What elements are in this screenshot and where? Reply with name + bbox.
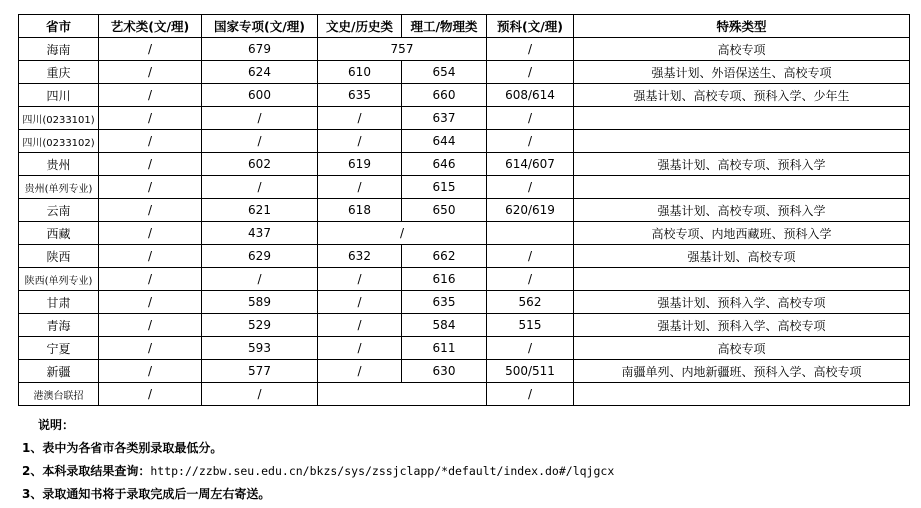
cell-national: / (202, 107, 318, 130)
cell-province: 西藏 (19, 222, 99, 245)
cell-special: 强基计划、外语保送生、高校专项 (574, 61, 910, 84)
table-row (19, 360, 910, 383)
header-province: 省市 (19, 15, 99, 38)
cell-liberal: 619 (318, 153, 402, 176)
cell-science: 660 (402, 84, 487, 107)
admission-query-link[interactable]: http://zzbw.seu.edu.cn/bkzs/sys/zssjclapp/*default/index.do#/lqjgcx (150, 464, 615, 478)
cell-liberal: / (318, 360, 402, 383)
cell-art: / (99, 360, 202, 383)
header-science: 理工/物理类 (402, 15, 487, 38)
cell-special: 高校专项 (574, 337, 910, 360)
note-item-2-prefix: 2、本科录取结果查询： (22, 464, 151, 478)
cell-prep: / (487, 383, 574, 406)
cell-province: 港澳台联招 (19, 383, 99, 406)
table-row (19, 107, 910, 130)
cell-science: 662 (402, 245, 487, 268)
cell-national: 589 (202, 291, 318, 314)
table-row (19, 130, 910, 153)
cell-science: 654 (402, 61, 487, 84)
cell-national: / (202, 383, 318, 406)
note-item-3: 3、录取通知书将于录取完成后一周左右寄送。 (22, 487, 271, 501)
cell-province: 宁夏 (19, 337, 99, 360)
cell-province: 贵州 (19, 153, 99, 176)
cell-national: 621 (202, 199, 318, 222)
table-row (19, 199, 910, 222)
cell-liberal: / (318, 107, 402, 130)
cell-prep: / (487, 176, 574, 199)
cell-national: 577 (202, 360, 318, 383)
cell-art: / (99, 268, 202, 291)
note-item-1: 1、表中为各省市各类别录取最低分。 (22, 441, 223, 455)
table-row (19, 337, 910, 360)
cell-prep: 515 (487, 314, 574, 337)
cell-special: 南疆单列、内地新疆班、预科入学、高校专项 (574, 360, 910, 383)
cell-prep: / (487, 61, 574, 84)
cell-liberal: 635 (318, 84, 402, 107)
cell-province: 贵州(单列专业) (19, 176, 99, 199)
header-national: 国家专项(文/理) (202, 15, 318, 38)
cell-province: 陕西(单列专业) (19, 268, 99, 291)
admission-score-table (18, 14, 910, 406)
cell-prep: / (487, 107, 574, 130)
cell-liberal: 610 (318, 61, 402, 84)
cell-special: 强基计划、高校专项、预科入学、少年生 (574, 84, 910, 107)
table-row (19, 153, 910, 176)
table-header-row (19, 15, 910, 38)
table-row (19, 38, 910, 61)
cell-liberal: 632 (318, 245, 402, 268)
cell-science: 650 (402, 199, 487, 222)
cell-special: 强基计划、高校专项、预科入学 (574, 199, 910, 222)
cell-national: / (202, 176, 318, 199)
cell-science: 584 (402, 314, 487, 337)
cell-prep: 620/619 (487, 199, 574, 222)
cell-special: 高校专项 (574, 38, 910, 61)
header-liberal: 文史/历史类 (318, 15, 402, 38)
table-row (19, 383, 910, 406)
cell-prep: 608/614 (487, 84, 574, 107)
cell-province: 海南 (19, 38, 99, 61)
cell-liberal: / (318, 176, 402, 199)
cell-liberal: / (318, 337, 402, 360)
cell-liberal: / (318, 291, 402, 314)
cell-art: / (99, 222, 202, 245)
cell-prep: 562 (487, 291, 574, 314)
cell-special: 高校专项、内地西藏班、预科入学 (574, 222, 910, 245)
cell-science: 611 (402, 337, 487, 360)
cell-national: 600 (202, 84, 318, 107)
cell-prep: / (487, 38, 574, 61)
cell-prep (487, 222, 574, 245)
cell-art: / (99, 84, 202, 107)
cell-art: / (99, 38, 202, 61)
cell-art: / (99, 61, 202, 84)
cell-art: / (99, 383, 202, 406)
cell-art: / (99, 314, 202, 337)
cell-national: / (202, 130, 318, 153)
cell-science: 637 (402, 107, 487, 130)
cell-science: 635 (402, 291, 487, 314)
cell-art: / (99, 245, 202, 268)
cell-special: 强基计划、预科入学、高校专项 (574, 291, 910, 314)
cell-merged-score (318, 383, 487, 406)
cell-liberal: / (318, 268, 402, 291)
table-row (19, 84, 910, 107)
cell-national: 624 (202, 61, 318, 84)
cell-merged-score: 757 (318, 38, 487, 61)
cell-science: 630 (402, 360, 487, 383)
cell-art: / (99, 107, 202, 130)
cell-liberal: / (318, 314, 402, 337)
note-item-2 (22, 460, 614, 483)
table-row (19, 245, 910, 268)
cell-province: 四川 (19, 84, 99, 107)
cell-special: 强基计划、高校专项、预科入学 (574, 153, 910, 176)
notes-title: 说明： (38, 418, 75, 432)
cell-national: 529 (202, 314, 318, 337)
cell-art: / (99, 153, 202, 176)
cell-national: 602 (202, 153, 318, 176)
cell-liberal: / (318, 130, 402, 153)
header-art: 艺术类(文/理) (99, 15, 202, 38)
cell-special: 强基计划、预科入学、高校专项 (574, 314, 910, 337)
cell-science: 615 (402, 176, 487, 199)
cell-prep: / (487, 337, 574, 360)
cell-province: 甘肃 (19, 291, 99, 314)
cell-special (574, 130, 910, 153)
cell-prep: / (487, 268, 574, 291)
cell-province: 四川(0233102) (19, 130, 99, 153)
cell-art: / (99, 199, 202, 222)
cell-special: 强基计划、高校专项 (574, 245, 910, 268)
cell-national: 593 (202, 337, 318, 360)
cell-province: 青海 (19, 314, 99, 337)
cell-special (574, 268, 910, 291)
cell-art: / (99, 291, 202, 314)
table-row (19, 268, 910, 291)
cell-prep: / (487, 245, 574, 268)
cell-prep: 500/511 (487, 360, 574, 383)
table-row (19, 291, 910, 314)
table-row (19, 314, 910, 337)
cell-art: / (99, 176, 202, 199)
cell-science: 616 (402, 268, 487, 291)
cell-province: 四川(0233101) (19, 107, 99, 130)
cell-special (574, 107, 910, 130)
cell-special (574, 176, 910, 199)
cell-national: 437 (202, 222, 318, 245)
header-prep: 预科(文/理) (487, 15, 574, 38)
table-row (19, 222, 910, 245)
cell-province: 陕西 (19, 245, 99, 268)
cell-province: 新疆 (19, 360, 99, 383)
cell-national: 629 (202, 245, 318, 268)
cell-science: 646 (402, 153, 487, 176)
cell-prep: / (487, 130, 574, 153)
table-row (19, 176, 910, 199)
cell-province: 重庆 (19, 61, 99, 84)
notes-section (22, 414, 614, 506)
cell-province: 云南 (19, 199, 99, 222)
cell-special (574, 383, 910, 406)
cell-art: / (99, 337, 202, 360)
cell-art: / (99, 130, 202, 153)
cell-liberal: 618 (318, 199, 402, 222)
cell-national: / (202, 268, 318, 291)
cell-science: 644 (402, 130, 487, 153)
cell-prep: 614/607 (487, 153, 574, 176)
table-row (19, 61, 910, 84)
cell-national: 679 (202, 38, 318, 61)
header-special: 特殊类型 (574, 15, 910, 38)
cell-merged-score: / (318, 222, 487, 245)
